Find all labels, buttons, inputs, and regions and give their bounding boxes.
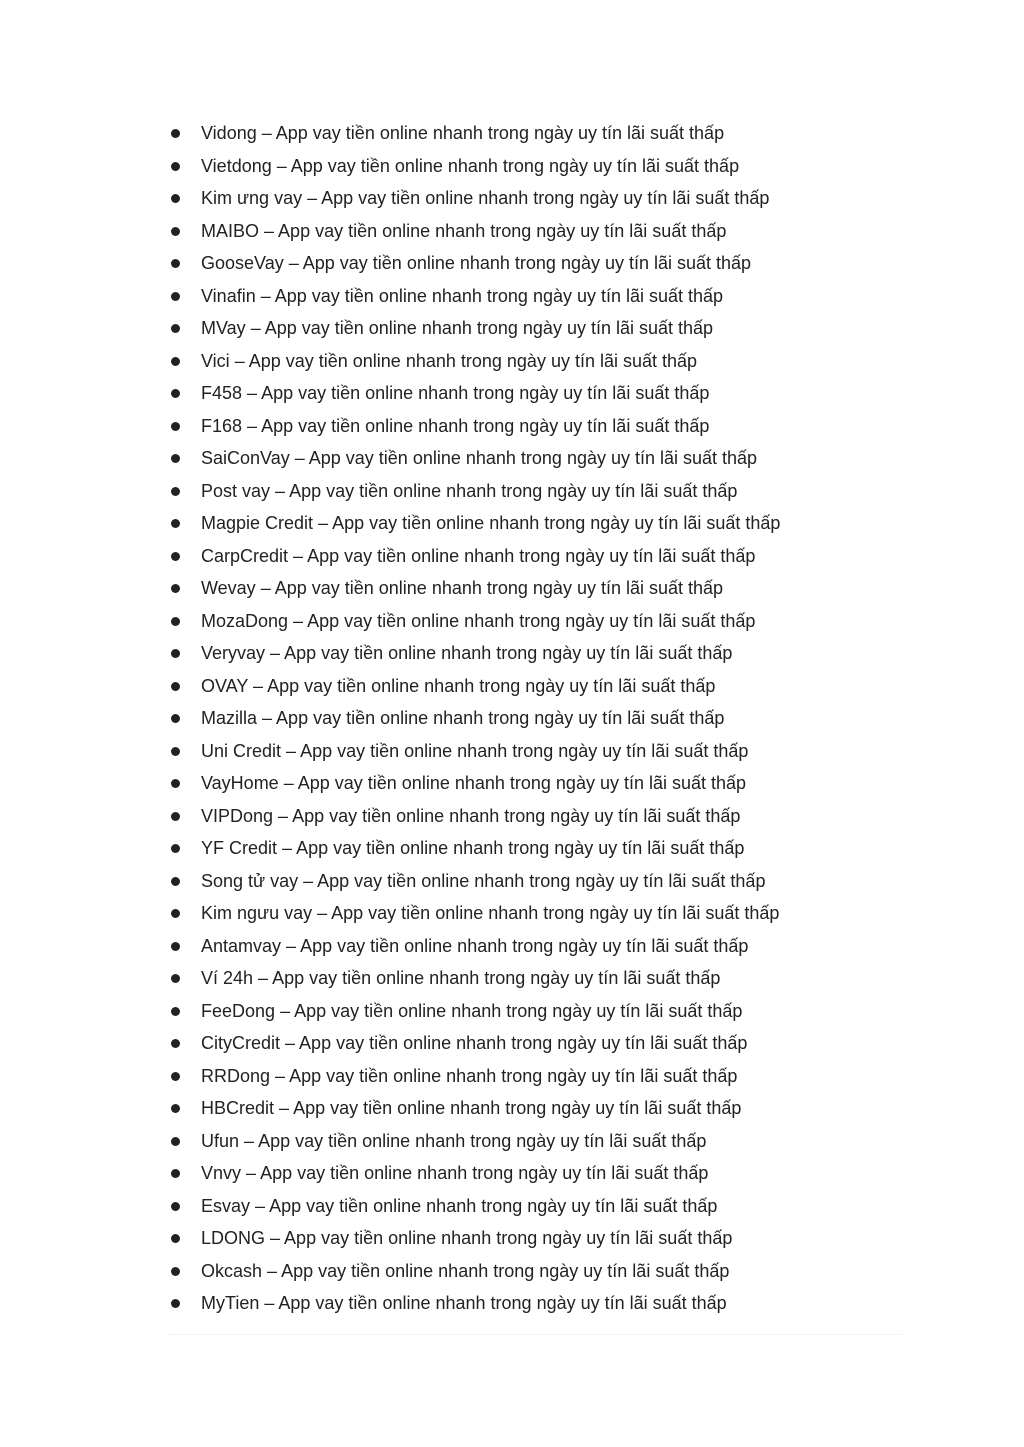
list-item [168,117,780,150]
list-item [168,475,780,508]
bullet-dot-icon [171,292,180,301]
bullet-dot-icon [171,844,180,853]
list-item [168,995,780,1028]
separator: – [283,253,303,273]
list-item [168,962,780,995]
app-name: Vici [201,350,230,371]
app-name: OVAY [201,675,249,696]
list-item [168,410,780,443]
bullet-dot-icon [171,389,180,398]
app-name: MAIBO [201,220,260,241]
list-item [168,702,780,735]
bullet-dot-icon [171,1169,180,1178]
app-description: App vay tiền online nhanh trong ngày uy tín lãi suất thấp [289,1065,738,1086]
list-item [168,1060,780,1093]
app-description: App vay tiền online nhanh trong ngày uy tín lãi suất thấp [321,188,770,208]
app-description: App vay tiền online nhanh trong ngày uy tín lãi suất thấp [307,545,756,566]
bullet-dot-icon [171,812,180,821]
bullet-dot-icon [171,1039,180,1048]
bullet-dot-icon [171,1007,180,1016]
separator: – [302,188,322,208]
app-description: App vay tiền online nhanh trong ngày uy tín lãi suất thấp [332,513,781,533]
separator: – [273,805,293,826]
list-item [168,345,780,378]
app-description: App vay tiền online nhanh trong ngày uy tín lãi suất thấp [297,773,747,793]
app-description: App vay tiền online nhanh trong ngày uy tín lãi suất thấp [302,253,752,273]
app-description: App vay tiền online nhanh trong ngày uy tín lãi suất thấp [261,383,710,403]
list-item [168,215,780,248]
app-name: Vnvy [201,1163,242,1183]
app-name: Okcash [201,1260,263,1281]
app-description: App vay tiền online nhanh trong ngày uy tín lãi suất thấp [264,318,714,338]
separator: – [265,1228,285,1248]
list-item [168,280,780,313]
list-item [168,800,780,833]
bullet-dot-icon [171,1072,180,1081]
app-name: VIPDong [201,805,274,826]
app-name: Vinafin [201,285,256,306]
separator: – [270,1065,290,1086]
app-description: App vay tiền online nhanh trong ngày uy tín lãi suất thấp [300,740,749,761]
app-name: HBCredit [201,1098,275,1118]
bullet-dot-icon [171,1137,180,1146]
bullet-dot-icon [171,974,180,983]
separator: – [288,610,308,631]
list-item [168,507,780,540]
app-description: App vay tiền online nhanh trong ngày uy tín lãi suất thấp [289,480,738,501]
bullet-dot-icon [171,714,180,723]
app-name: Vidong [201,123,257,143]
bullet-dot-icon [171,357,180,366]
list-item [168,1255,780,1288]
app-name: CityCredit [201,1033,281,1053]
separator: – [265,643,285,663]
app-name: Veryvay [201,643,266,663]
separator: – [255,578,275,598]
list-item [168,1092,780,1125]
list-item [168,182,780,215]
app-description: App vay tiền online nhanh trong ngày uy tín lãi suất thấp [299,1033,748,1053]
app-description: App vay tiền online nhanh trong ngày uy tín lãi suất thấp [296,838,745,858]
footer-divider [168,1334,902,1335]
app-name: Wevay [201,578,256,598]
separator: – [275,1000,295,1021]
app-name: Kim ngưu vay [201,903,313,923]
separator: – [229,350,249,371]
bullet-dot-icon [171,1267,180,1276]
list-item [168,1222,780,1255]
separator: – [270,480,290,501]
list-item [168,1027,780,1060]
bullet-dot-icon [171,682,180,691]
list-item [168,637,780,670]
app-description: App vay tiền online nhanh trong ngày uy tín lãi suất thấp [293,1098,742,1118]
app-name: FeeDong [201,1000,276,1021]
app-name: RRDong [201,1065,271,1086]
app-description: App vay tiền online nhanh trong ngày uy tín lãi suất thấp [269,1195,718,1216]
list-item [168,1125,780,1158]
bullet-dot-icon [171,584,180,593]
list-item [168,377,780,410]
bullet-dot-icon [171,454,180,463]
app-description: App vay tiền online nhanh trong ngày uy tín lãi suất thấp [278,1293,727,1313]
separator: – [241,1163,261,1183]
app-description: App vay tiền online nhanh trong ngày uy tín lãi suất thấp [261,415,710,436]
separator: – [259,1293,279,1313]
app-name: Esvay [201,1195,251,1216]
bullet-dot-icon [171,1104,180,1113]
separator: – [274,1098,294,1118]
list-item [168,605,780,638]
list-item [168,442,780,475]
app-name: Song tử vay [201,870,299,891]
app-name: SaiConVay [201,448,290,468]
app-description: App vay tiền online nhanh trong ngày uy tín lãi suất thấp [292,805,741,826]
app-name: Antamvay [201,935,282,956]
bullet-dot-icon [171,779,180,788]
app-description: App vay tiền online nhanh trong ngày uy tín lãi suất thấp [260,1163,709,1183]
separator: – [288,545,308,566]
app-description: App vay tiền online nhanh trong ngày uy tín lãi suất thấp [272,968,721,988]
app-description: App vay tiền online nhanh trong ngày uy tín lãi suất thấp [258,1130,707,1151]
app-name: GooseVay [201,253,284,273]
list-item [168,670,780,703]
bullet-dot-icon [171,162,180,171]
list-item [168,540,780,573]
bullet-dot-icon [171,422,180,431]
list-item [168,1287,780,1320]
app-name: Vietdong [201,155,272,176]
app-name: MozaDong [201,610,289,631]
separator: – [255,285,275,306]
app-list [168,117,780,1320]
bullet-dot-icon [171,1299,180,1308]
separator: – [271,155,291,176]
list-item [168,1190,780,1223]
separator: – [313,513,333,533]
bullet-dot-icon [171,909,180,918]
app-description: App vay tiền online nhanh trong ngày uy tín lãi suất thấp [290,155,740,176]
separator: – [239,1130,259,1151]
bullet-dot-icon [171,129,180,138]
app-description: App vay tiền online nhanh trong ngày uy tín lãi suất thấp [284,643,733,663]
app-name: CarpCredit [201,545,289,566]
list-item [168,832,780,865]
app-description: App vay tiền online nhanh trong ngày uy tín lãi suất thấp [284,1228,733,1248]
bullet-dot-icon [171,324,180,333]
app-description: App vay tiền online nhanh trong ngày uy tín lãi suất thấp [331,903,780,923]
bullet-dot-icon [171,519,180,528]
separator: – [253,968,273,988]
separator: – [278,773,298,793]
separator: – [242,415,262,436]
separator: – [280,1033,300,1053]
app-description: App vay tiền online nhanh trong ngày uy tín lãi suất thấp [281,1260,730,1281]
app-description: App vay tiền online nhanh trong ngày uy tín lãi suất thấp [248,350,698,371]
app-name: VayHome [201,773,279,793]
app-description: App vay tiền online nhanh trong ngày uy tín lãi suất thấp [267,675,716,696]
app-description: App vay tiền online nhanh trong ngày uy tín lãi suất thấp [276,708,725,728]
separator: – [256,123,276,143]
separator: – [250,1195,270,1216]
separator: – [262,1260,282,1281]
list-item [168,312,780,345]
separator: – [298,870,318,891]
separator: – [242,383,262,403]
separator: – [277,838,297,858]
bullet-dot-icon [171,259,180,268]
list-item [168,247,780,280]
bullet-dot-icon [171,194,180,203]
app-name: Ví 24h [201,968,254,988]
separator: – [257,708,277,728]
list-item [168,930,780,963]
bullet-dot-icon [171,617,180,626]
app-name: LDONG [201,1228,266,1248]
app-description: App vay tiền online nhanh trong ngày uy tín lãi suất thấp [274,285,724,306]
list-item [168,865,780,898]
bullet-dot-icon [171,552,180,561]
separator: – [248,675,268,696]
app-name: Post vay [201,480,271,501]
bullet-dot-icon [171,649,180,658]
bullet-dot-icon [171,1234,180,1243]
separator: – [245,318,265,338]
separator: – [281,740,301,761]
list-item [168,1157,780,1190]
bullet-dot-icon [171,877,180,886]
app-name: Uni Credit [201,740,282,761]
app-name: Ufun [201,1130,240,1151]
app-name: F458 [201,383,243,403]
list-item [168,897,780,930]
app-description: App vay tiền online nhanh trong ngày uy tín lãi suất thấp [294,1000,743,1021]
app-name: MVay [201,318,246,338]
separator: – [289,448,309,468]
app-description: App vay tiền online nhanh trong ngày uy tín lãi suất thấp [300,935,749,956]
list-item [168,767,780,800]
bullet-dot-icon [171,747,180,756]
bullet-dot-icon [171,227,180,236]
app-description: App vay tiền online nhanh trong ngày uy tín lãi suất thấp [275,123,725,143]
app-name: F168 [201,415,243,436]
app-name: Mazilla [201,708,258,728]
app-name: Magpie Credit [201,513,314,533]
list-item [168,735,780,768]
separator: – [281,935,301,956]
app-description: App vay tiền online nhanh trong ngày uy tín lãi suất thấp [278,220,727,241]
list-item [168,150,780,183]
app-name: YF Credit [201,838,278,858]
app-description: App vay tiền online nhanh trong ngày uy tín lãi suất thấp [307,610,756,631]
bullet-dot-icon [171,942,180,951]
app-description: App vay tiền online nhanh trong ngày uy tín lãi suất thấp [308,448,758,468]
app-description: App vay tiền online nhanh trong ngày uy tín lãi suất thấp [274,578,724,598]
list-item [168,572,780,605]
bullet-dot-icon [171,487,180,496]
separator: – [312,903,332,923]
app-name: Kim ưng vay [201,188,303,208]
bullet-dot-icon [171,1202,180,1211]
app-name: MyTien [201,1293,260,1313]
separator: – [259,220,279,241]
app-description: App vay tiền online nhanh trong ngày uy tín lãi suất thấp [317,870,766,891]
